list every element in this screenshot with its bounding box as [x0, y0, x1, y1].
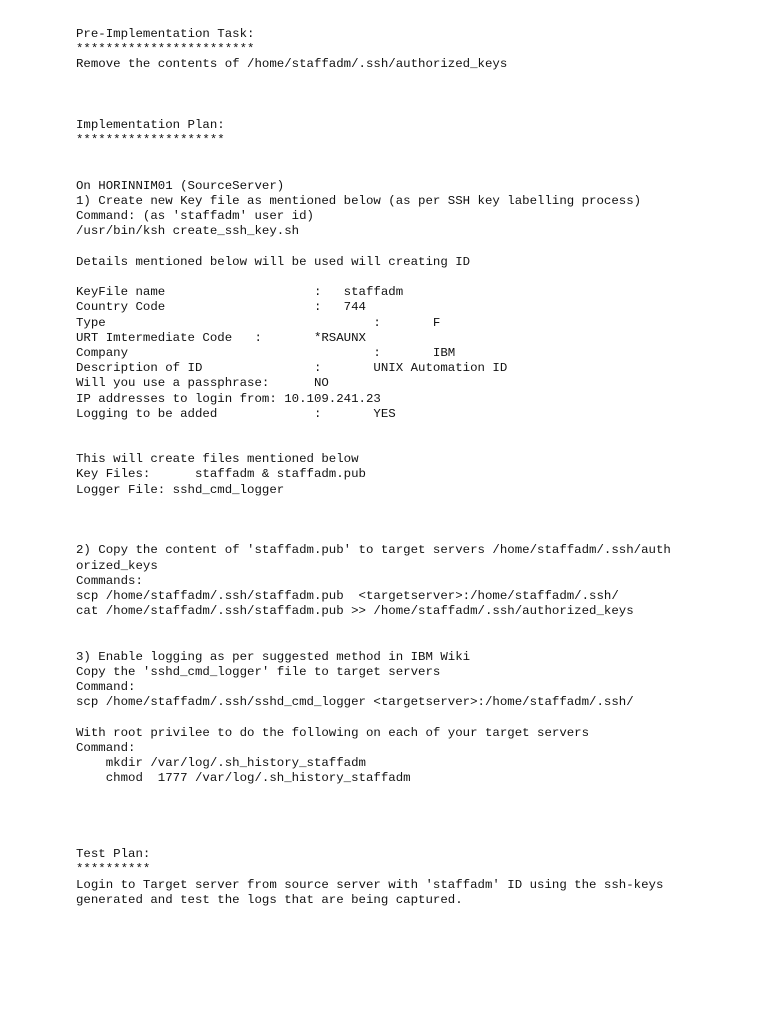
text-line: IP addresses to login from: 10.109.241.23: [76, 391, 381, 406]
text-line: Description of ID : UNIX Automation ID: [76, 361, 508, 376]
blank-line: [76, 73, 756, 88]
text-line: Test Plan:: [76, 847, 151, 862]
text-line: generated and test the logs that are being captured.: [76, 892, 463, 907]
text-line: 3) Enable logging as per suggested method in IBM Wiki: [76, 649, 471, 664]
text-line: 2) Copy the content of 'staffadm.pub' to target servers /home/staffadm/.ssh/auth: [76, 543, 671, 558]
text-line: Company : IBM: [76, 345, 456, 360]
text-line: Implementation Plan:: [76, 118, 225, 133]
text-line: Remove the contents of /home/staffadm/.ssh/authorized_keys: [76, 57, 508, 72]
text-line: Logging to be added : YES: [76, 406, 396, 421]
text-line: Login to Target server from source server with 'staffadm' ID using the ssh-keys: [76, 877, 664, 892]
text-line: **********: [76, 862, 151, 877]
text-line: mkdir /var/log/.sh_history_staffadm: [76, 756, 366, 770]
text-line: Key Files: staffadm & staffadm.pub: [76, 467, 366, 482]
text-line: scp /home/staffadm/.ssh/sshd_cmd_logger <targetserver>:/home/staffadm/.ssh/: [76, 695, 634, 710]
blank-line: [76, 817, 756, 832]
text-line: Type : F: [76, 315, 441, 330]
text-line: Command:: [76, 740, 136, 755]
text-line: ********************: [76, 133, 225, 148]
text-line: 1) Create new Key file as mentioned below (as per SSH key labelling process): [76, 194, 642, 209]
blank-line: [76, 270, 756, 285]
blank-line: [76, 88, 756, 103]
document-body: [76, 27, 756, 908]
text-line: Command: (as 'staffadm' user id): [76, 209, 314, 224]
text-line: Pre-Implementation Task:: [76, 27, 255, 41]
text-line: URT Imtermediate Code : *RSAUNX: [76, 330, 366, 345]
text-line: This will create files mentioned below: [76, 452, 359, 467]
blank-line: [76, 832, 756, 847]
text-line: scp /home/staffadm/.ssh/staffadm.pub <targetserver>:/home/staffadm/.ssh/: [76, 588, 619, 603]
blank-line: [76, 710, 756, 725]
text-line: orized_keys: [76, 558, 158, 573]
text-line: Country Code : 744: [76, 300, 366, 315]
text-line: Logger File: sshd_cmd_logger: [76, 482, 285, 497]
text-line: Command:: [76, 680, 136, 695]
text-line: /usr/bin/ksh create_ssh_key.sh: [76, 224, 300, 239]
text-line: chmod 1777 /var/log/.sh_history_staffadm: [76, 771, 411, 786]
blank-line: [76, 149, 756, 164]
text-line: With root privilee to do the following on each of your target servers: [76, 725, 590, 740]
blank-line: [76, 103, 756, 118]
blank-line: [76, 437, 756, 452]
text-line: KeyFile name : staffadm: [76, 285, 404, 300]
text-line: Details mentioned below will be used will creating ID: [76, 254, 471, 269]
text-line: Copy the 'sshd_cmd_logger' file to target servers: [76, 664, 441, 679]
text-line: On HORINNIM01 (SourceServer): [76, 178, 285, 193]
blank-line: [76, 164, 756, 179]
blank-line: [76, 635, 756, 650]
blank-line: [76, 786, 756, 801]
blank-line: [76, 240, 756, 255]
blank-line: [76, 802, 756, 817]
blank-line: [76, 528, 756, 543]
text-line: cat /home/staffadm/.ssh/staffadm.pub >> /home/staffadm/.ssh/authorized_keys: [76, 604, 634, 619]
blank-line: [76, 513, 756, 528]
text-line: ************************: [76, 42, 255, 57]
text-line: Will you use a passphrase: NO: [76, 376, 329, 391]
blank-line: [76, 619, 756, 634]
blank-line: [76, 422, 756, 437]
blank-line: [76, 498, 756, 513]
text-line: Commands:: [76, 573, 143, 588]
